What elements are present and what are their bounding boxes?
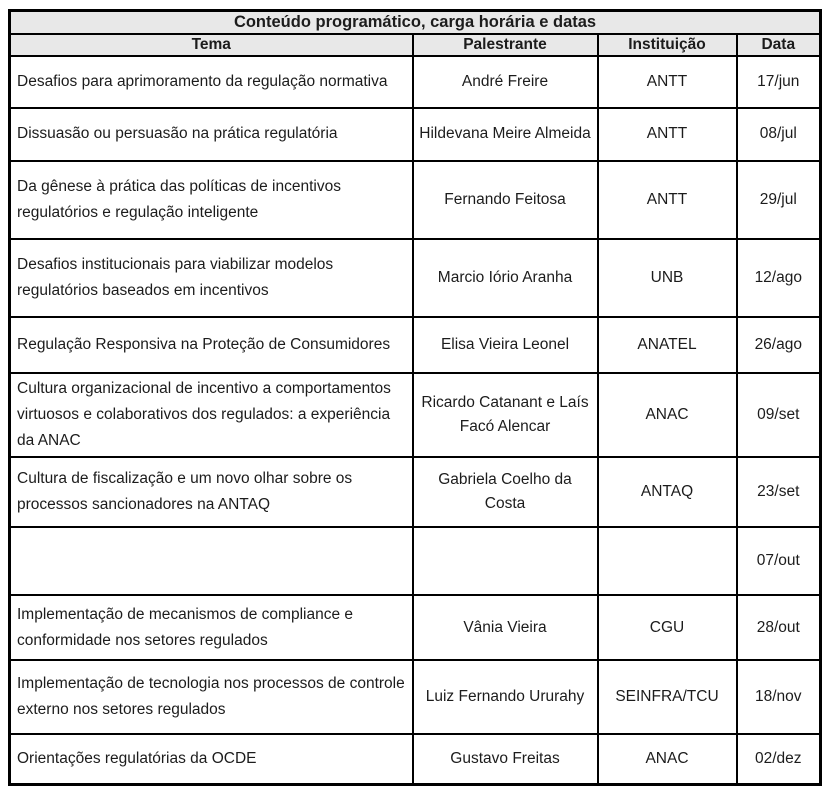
instituicao-cell: UNB xyxy=(598,239,737,317)
instituicao-cell: ANATEL xyxy=(598,317,737,373)
tema-cell: Implementação de tecnologia nos processos de controle externo nos setores regulados xyxy=(10,660,413,734)
data-cell: 08/jul xyxy=(737,108,821,161)
column-header-palestrante: Palestrante xyxy=(413,34,598,56)
tema-cell: Regulação Responsiva na Proteção de Consumidores xyxy=(10,317,413,373)
instituicao-cell: ANAC xyxy=(598,734,737,784)
palestrante-cell: Hildevana Meire Almeida xyxy=(413,108,598,161)
tema-cell xyxy=(10,527,413,595)
instituicao-cell xyxy=(598,527,737,595)
palestrante-cell: André Freire xyxy=(413,56,598,108)
tema-cell: Desafios institucionais para viabilizar modelos regulatórios baseados em incentivos xyxy=(10,239,413,317)
tema-cell: Cultura de fiscalização e um novo olhar sobre os processos sancionadores na ANTAQ xyxy=(10,457,413,527)
palestrante-cell: Fernando Feitosa xyxy=(413,161,598,239)
schedule-table xyxy=(8,9,822,786)
table-row xyxy=(10,161,821,239)
data-cell: 18/nov xyxy=(737,660,821,734)
tema-cell: Dissuasão ou persuasão na prática regulatória xyxy=(10,108,413,161)
table-row xyxy=(10,734,821,784)
palestrante-cell: Marcio Iório Aranha xyxy=(413,239,598,317)
column-header-data: Data xyxy=(737,34,821,56)
instituicao-cell: ANAC xyxy=(598,373,737,457)
data-cell: 02/dez xyxy=(737,734,821,784)
data-cell: 07/out xyxy=(737,527,821,595)
table-row xyxy=(10,239,821,317)
table-row xyxy=(10,457,821,527)
palestrante-cell: Vânia Vieira xyxy=(413,595,598,660)
column-header-instituicao: Instituição xyxy=(598,34,737,56)
palestrante-cell: Ricardo Catanant e Laís Facó Alencar xyxy=(413,373,598,457)
table-title-row xyxy=(10,11,821,35)
instituicao-cell: ANTT xyxy=(598,108,737,161)
column-header-tema: Tema xyxy=(10,34,413,56)
data-cell: 09/set xyxy=(737,373,821,457)
instituicao-cell: CGU xyxy=(598,595,737,660)
tema-cell: Da gênese à prática das políticas de incentivos regulatórios e regulação inteligente xyxy=(10,161,413,239)
palestrante-cell: Gabriela Coelho da Costa xyxy=(413,457,598,527)
table-row xyxy=(10,595,821,660)
tema-cell: Implementação de mecanismos de compliance e conformidade nos setores regulados xyxy=(10,595,413,660)
table-row xyxy=(10,108,821,161)
palestrante-cell xyxy=(413,527,598,595)
table-row xyxy=(10,56,821,108)
data-cell: 29/jul xyxy=(737,161,821,239)
table-header-row xyxy=(10,34,821,56)
tema-cell: Orientações regulatórias da OCDE xyxy=(10,734,413,784)
data-cell: 12/ago xyxy=(737,239,821,317)
table-row xyxy=(10,373,821,457)
palestrante-cell: Elisa Vieira Leonel xyxy=(413,317,598,373)
data-cell: 28/out xyxy=(737,595,821,660)
table-row xyxy=(10,660,821,734)
tema-cell: Cultura organizacional de incentivo a comportamentos virtuosos e colaborativos dos regulados: a experiência da ANAC xyxy=(10,373,413,457)
table-row xyxy=(10,317,821,373)
data-cell: 23/set xyxy=(737,457,821,527)
data-cell: 26/ago xyxy=(737,317,821,373)
instituicao-cell: ANTAQ xyxy=(598,457,737,527)
palestrante-cell: Gustavo Freitas xyxy=(413,734,598,784)
table-row xyxy=(10,527,821,595)
instituicao-cell: SEINFRA/TCU xyxy=(598,660,737,734)
table-title: Conteúdo programático, carga horária e datas xyxy=(10,11,821,35)
instituicao-cell: ANTT xyxy=(598,161,737,239)
tema-cell: Desafios para aprimoramento da regulação normativa xyxy=(10,56,413,108)
palestrante-cell: Luiz Fernando Ururahy xyxy=(413,660,598,734)
instituicao-cell: ANTT xyxy=(598,56,737,108)
data-cell: 17/jun xyxy=(737,56,821,108)
